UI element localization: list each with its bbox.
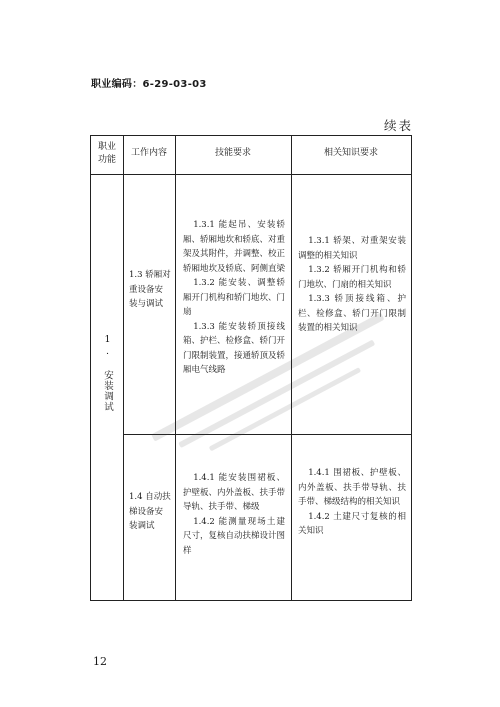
knowledge-cell-1-4 [298, 466, 406, 539]
function-cell: 1. 安装调试 [102, 334, 113, 412]
skills-cell-1-4 [183, 471, 285, 558]
page-number: 12 [93, 655, 107, 668]
header-work: 工作内容 [130, 148, 167, 158]
skills-table [90, 135, 412, 601]
knowledge-item: 1.4.1 围裙板、护壁板、内外盖板、扶手带导轨、扶手带、梯级结构的相关知识 [298, 468, 406, 507]
knowledge-cell-1-3 [298, 234, 406, 336]
header-knowledge: 相关知识要求 [323, 148, 378, 158]
skill-item: 1.3.1 能起吊、安装轿厢、轿厢地坎和轿底、对重架及其附件，并调整、校正轿厢地坎及轿底、阿侧直梁 [183, 220, 286, 274]
skill-item: 1.4.1 能安装围裙板、护壁板、内外盖板、扶手带导轨、扶手带、梯级 [183, 473, 286, 512]
work-cell-1-3: 1.3 轿厢对重设备安装与调试 [129, 270, 171, 309]
skill-item: 1.4.2 能测量现场土建尺寸，复核自动扶梯设计图样 [183, 516, 286, 556]
knowledge-item: 1.3.3 轿顶接线箱、护栏、检修盒、轿门开门限制装置的相关知识 [298, 294, 406, 333]
work-cell-1-4: 1.4 自动扶梯设备安装调试 [129, 492, 171, 531]
occupation-code: 职业编码：6-29-03-03 [91, 79, 207, 90]
knowledge-item: 1.4.2 土建尺寸复核的相关知识 [298, 511, 406, 536]
skills-cell-1-3 [183, 218, 285, 378]
header-skills: 技能要求 [214, 148, 251, 158]
skill-item: 1.3.3 能安装轿顶接线箱、护栏、检修盒、轿门开门限制装置，接通轿顶及轿厢电气线路 [183, 321, 286, 375]
knowledge-item: 1.3.2 轿厢开门机构和轿门地坎、门扇的相关知识 [298, 265, 406, 290]
continued-label: 续表 [384, 118, 414, 133]
skill-item: 1.3.2 能安装、调整轿厢开门机构和轿门地坎、门扇 [183, 278, 286, 317]
header-function: 职业 功能 [97, 142, 116, 165]
knowledge-item: 1.3.1 轿架、对重架安装调整的相关知识 [298, 236, 406, 261]
